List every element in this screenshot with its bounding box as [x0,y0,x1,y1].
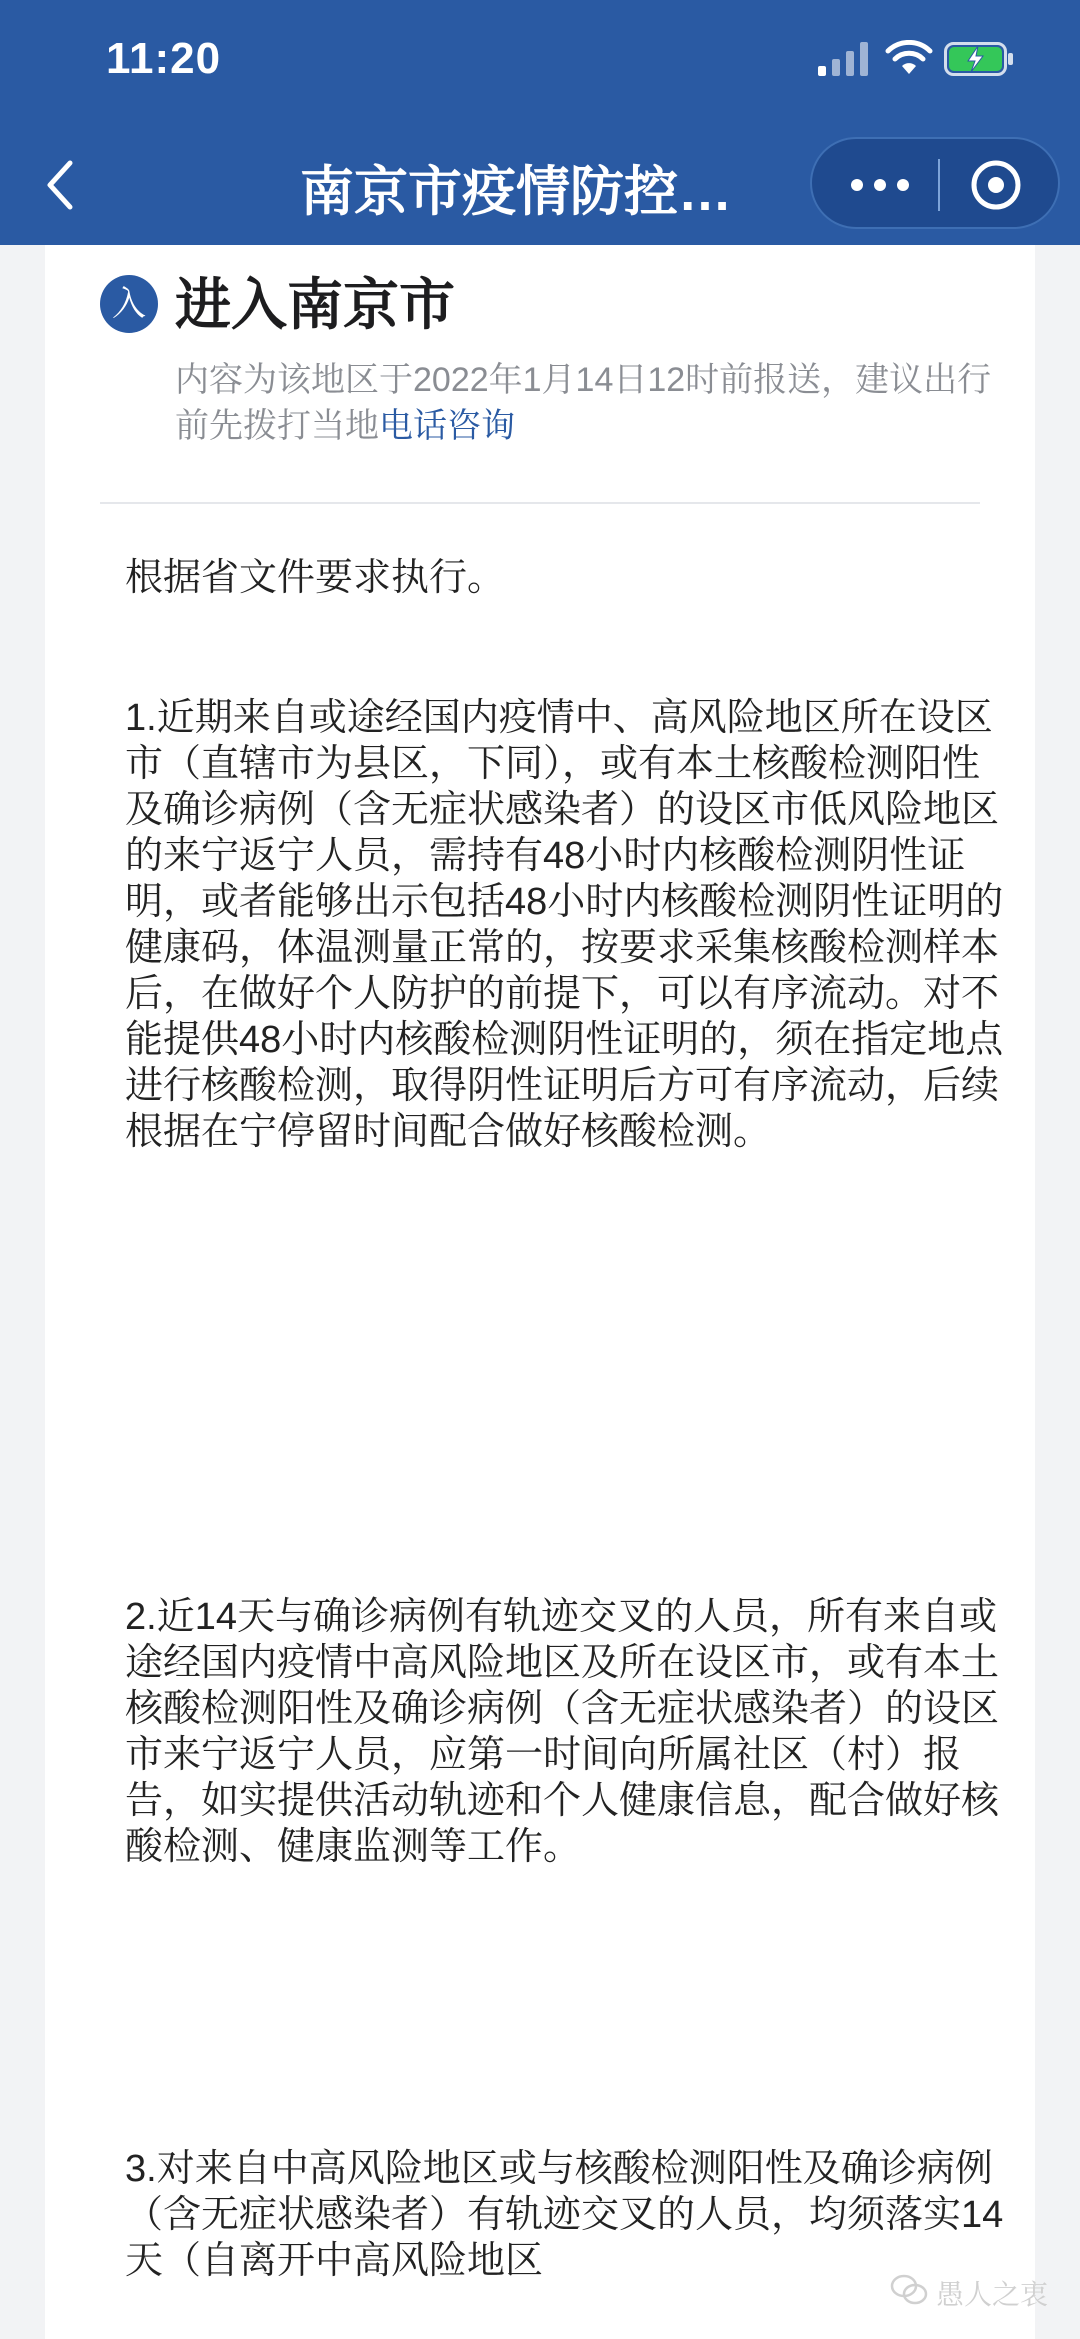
paragraph-rule-2: 2.近14天与确诊病例有轨迹交叉的人员，所有来自或途经国内疫情中高风险地区及所在设区市，或有本土核酸检测阳性及确诊病例（含无症状感染者）的设区市来宁返宁人员，应第一时间向所属社区（村）报告，如实提供活动轨迹和个人健康信息，配合做好核酸检测、健康监测等工作。 [125,1596,1000,1868]
content-area[interactable] [0,245,1080,2339]
entry-badge: 入 [100,275,158,333]
more-dots-icon[interactable] [845,165,915,205]
wifi-icon [885,40,933,76]
section-title: 进入南京市 [175,273,455,336]
status-time: 11:20 [106,34,222,83]
paragraph-rule-3: 3.对来自中高风险地区或与核酸检测阳性及确诊病例（含无症状感染者）有轨迹交叉的人员，均须落实14天（自离开中高风险地区 [125,2148,1004,2282]
watermark-text: 愚人之衷 [936,2279,1049,2310]
page-title: 南京市疫情防控… [300,162,732,222]
top-header [0,0,1080,245]
policy-card [45,245,1035,2339]
signal-icon [818,42,870,76]
divider [100,502,980,504]
battery-charging-icon [944,42,1014,76]
report-note [175,357,1005,449]
nav-bar [0,125,1080,245]
paragraph-intro: 根据省文件要求执行。 [125,557,506,599]
status-bar [0,0,1080,125]
target-icon[interactable] [970,159,1022,211]
report-note-text: 内容为该地区于2022年1月14日12时前报送，建议出行前先拨打当地 [175,361,992,445]
mini-program-capsule [810,137,1060,229]
phone-consult-link[interactable]: 电话咨询 [379,407,515,445]
capsule-divider [938,159,940,211]
watermark [890,2265,1050,2315]
wechat-icon [890,2273,928,2307]
chevron-left-icon[interactable] [40,155,80,215]
paragraph-rule-1: 1.近期来自或途经国内疫情中、高风险地区所在设区市（直辖市为县区，下同），或有本土核酸检测阳性及确诊病例（含无症状感染者）的设区市低风险地区的来宁返宁人员，需持有48小时内核酸检测阴性证明，或者能够出示包括48小时内核酸检测阴性证明的健康码，体温测量正常的，按要求采集核酸检测样本后，在做好个人防护的前提下，可以有序流动。对不能提供48小时内核酸检测阴性证明的，须在指定地点进行核酸检测，取得阴性证明后方可有序流动，后续根据在宁停留时间配合做好核酸检测。 [125,697,1004,1153]
